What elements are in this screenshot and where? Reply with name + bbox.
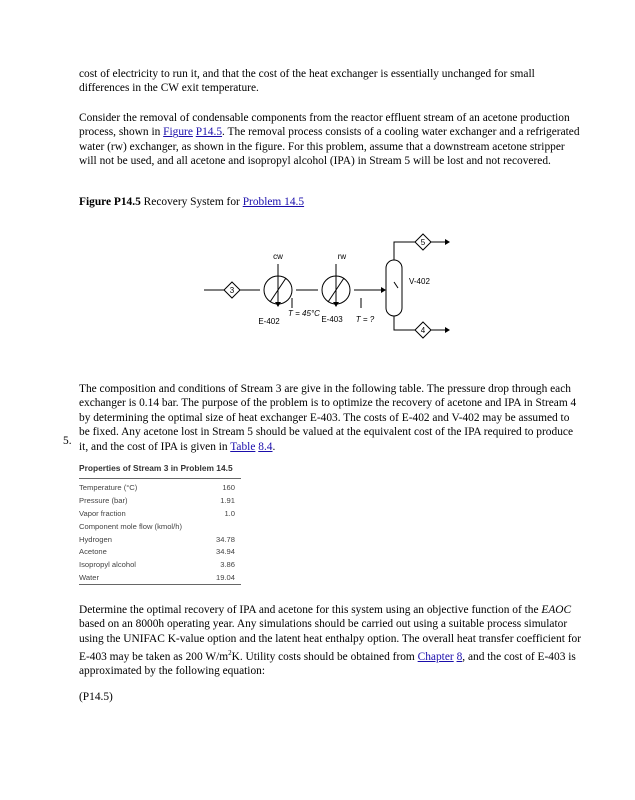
eaoc-term: EAOC <box>541 604 572 616</box>
row-value: 19.04 <box>215 572 235 582</box>
e403-label: E-403 <box>321 315 343 324</box>
paragraph-intro: cost of electricity to run it, and that the cost of the heat exchanger is essentially unchanged for small differences in the CW exit temperature. <box>79 68 535 95</box>
row-label: Hydrogen <box>79 534 112 544</box>
row-value: 3.86 <box>220 560 235 570</box>
figure-link[interactable]: Figure <box>163 126 193 139</box>
row-label: Vapor fraction <box>79 508 126 518</box>
chapter-link[interactable]: Chapter <box>417 651 454 664</box>
table-row <box>79 520 241 533</box>
table-row <box>79 482 241 495</box>
arrowhead <box>445 327 450 333</box>
temp-e403-label: T = ? <box>355 315 375 324</box>
row-label: Component mole flow (kmol/h) <box>79 521 182 531</box>
figure-label: Figure P14.5 <box>79 196 141 208</box>
text-run: , and the cost of E-403 is approximated by the following equation: <box>79 651 576 678</box>
text-run: The composition and conditions of Stream 3 are give in the following table. The pressure drop through each exchanger is 0.14 bar. The purpose of the problem is to optimize the recovery of acetone and IPA in Stream 4 by determining the optimal size of heat exchanger E-403. The costs of E-402 and V-402 may be assumed to be fixed. Any acetone lost in Stream 5 should be valued at the equivalent cost of the IPA required to produce it, and the cost of IPA is given in <box>79 383 577 453</box>
table-row <box>79 559 241 572</box>
row-value: 1.91 <box>220 496 235 506</box>
text-run: Determine the optimal recovery of IPA and acetone for this system using an objective function of the <box>79 604 542 616</box>
row-label: Acetone <box>79 547 107 557</box>
row-value <box>209 520 241 533</box>
stream-4-label: 4 <box>420 326 426 335</box>
row-value: 34.94 <box>215 547 235 557</box>
text-run: based on an 8000h operating year. Any simulations should be carried out using a suitable process simulator using the UNIFAC K-value option and the latent heat enthalpy option. The overall heat transfer coefficient for E-403 may be taken as 200 W/m <box>79 618 581 664</box>
figure-number-link[interactable]: P14.5 <box>195 126 223 139</box>
table-row <box>79 546 241 559</box>
row-value: 34.78 <box>215 534 235 544</box>
table-row <box>79 508 241 521</box>
table-row <box>79 533 241 546</box>
paragraph-objective <box>79 603 581 679</box>
text-run: K. Utility costs should be obtained from <box>231 651 418 664</box>
temp-e402-label: T = 45°C <box>288 309 320 318</box>
recovery-system-diagram <box>190 226 450 346</box>
list-number: 5. <box>63 435 72 447</box>
row-label: Isopropyl alcohol <box>79 560 136 570</box>
row-value: 1.0 <box>224 508 235 518</box>
stream3-properties-table <box>79 463 241 585</box>
problem-link[interactable]: Problem 14.5 <box>242 196 305 208</box>
figure-caption <box>79 195 304 209</box>
chapter-number-link[interactable]: 8 <box>456 651 463 664</box>
text-run: Consider the removal of condensable components from the reactor effluent stream of an acetone production process, shown in <box>79 112 570 139</box>
row-label: Pressure (bar) <box>79 496 128 506</box>
arrowhead <box>381 287 386 293</box>
v402-vessel <box>386 260 402 316</box>
table-row <box>79 571 241 584</box>
rw-label: rw <box>337 252 347 261</box>
row-label: Water <box>79 572 99 582</box>
v402-label: V-402 <box>409 277 430 286</box>
table-number-link[interactable]: 8.4 <box>258 440 273 453</box>
text-run: . <box>272 440 276 453</box>
equation-label: (P14.5) <box>79 691 113 703</box>
table-link[interactable]: Table <box>230 440 256 453</box>
cw-label: cw <box>273 252 283 261</box>
table-row <box>79 495 241 508</box>
stream-5-label: 5 <box>420 238 426 247</box>
e402-label: E-402 <box>258 317 280 326</box>
caption-text: Recovery System for <box>140 196 243 208</box>
row-value: 160 <box>222 483 235 493</box>
arrowhead <box>333 302 339 307</box>
arrowhead <box>275 302 281 307</box>
paragraph-stream3-description <box>79 382 581 454</box>
row-label: Temperature (°C) <box>79 483 138 493</box>
superscript: 2 <box>228 649 232 658</box>
arrowhead <box>445 239 450 245</box>
stream-3-label: 3 <box>229 286 235 295</box>
text-run: . The removal process consists of a cooling water exchanger and a refrigerated water (rw) exchanger, as shown in the figure. For this problem, assume that a downstream acetone stripper will not be used, and all acetone and isopropyl alcohol (IPA) in Stream 5 will be lost and not recovered. <box>79 126 580 168</box>
paragraph-problem-setup <box>79 111 581 169</box>
table-title: Properties of Stream 3 in Problem 14.5 <box>79 463 241 479</box>
